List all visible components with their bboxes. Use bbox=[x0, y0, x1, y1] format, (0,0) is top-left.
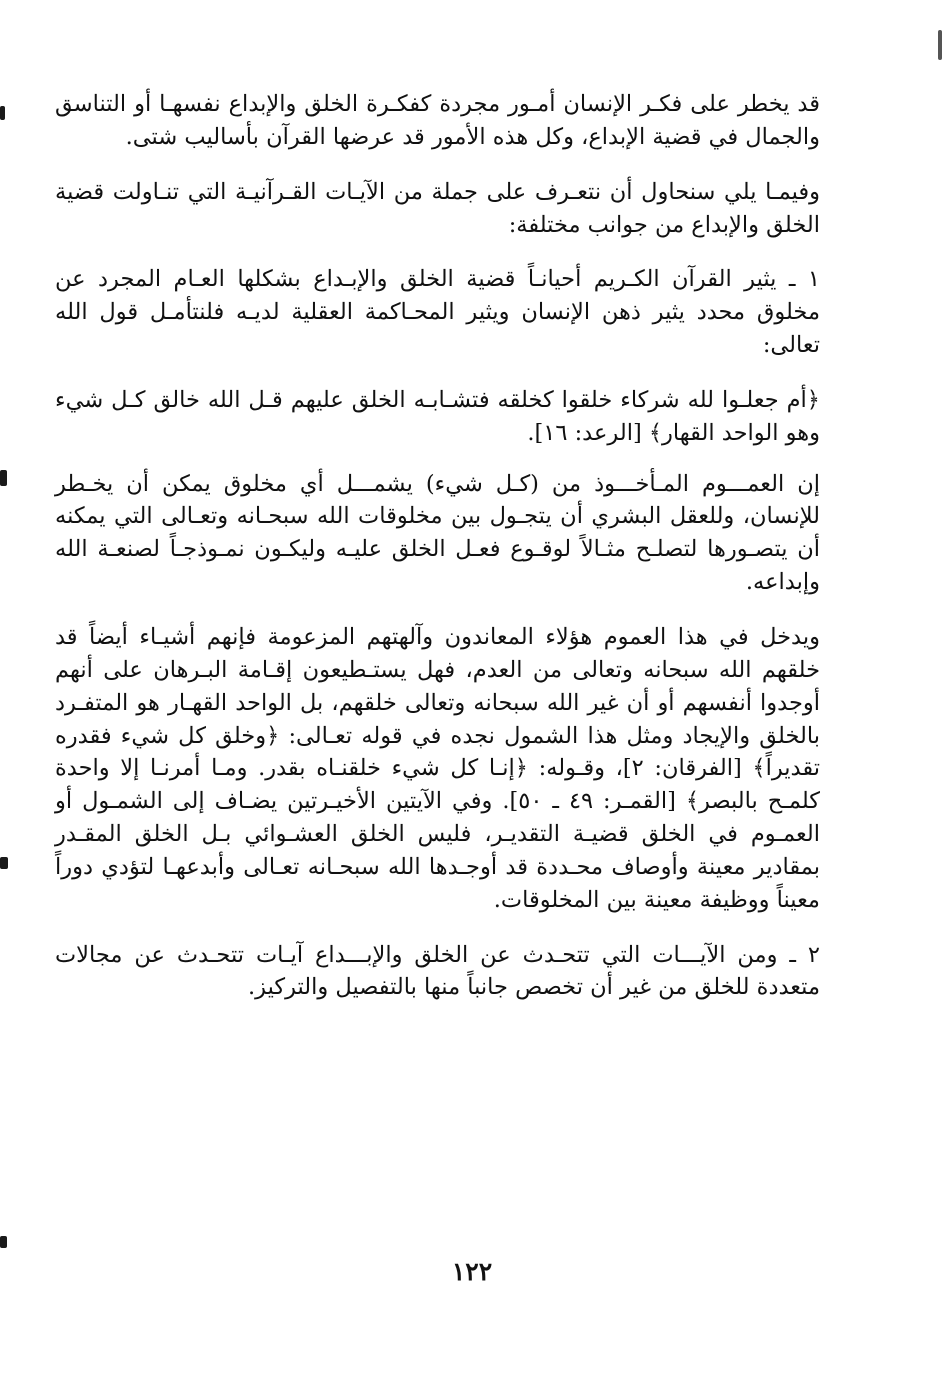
page-body bbox=[55, 88, 820, 1026]
page-number: ١٢٢ bbox=[451, 1257, 493, 1286]
paragraph-point-1: ١ ـ يثير القرآن الكـريم أحيانـاً قضية الخلق والإبـداع بشكلها العـام المجرد عن مخلوق محدد يثير ذهن الإنسان ويثير المحـاكمة العقلية لديـه فلنتأمـل قول الله تعالى: bbox=[55, 266, 820, 359]
scan-mark-left-bottom bbox=[0, 1236, 7, 1248]
scan-mark-left-upper bbox=[0, 470, 7, 486]
paragraph-verse-raad: ﴿أم جعلـوا لله شركاء خلقوا كخلقه فتشـابـه الخلق عليهم قـل الله خالق كـل شيء وهو الواحد القهار﴾ [الرعد: ١٦]. bbox=[55, 386, 820, 446]
paragraph-point-2: ٢ ـ ومن الآيـــات التي تتحـدث عن الخلق والإبـــداع آيـات تتحـدث عن مجالات متعددة للخلق من غير أن تخصص جانباً منها بالتفصيل والتركيز. bbox=[55, 941, 820, 1001]
scan-mark-left-lower bbox=[0, 857, 8, 869]
paragraph-opponents: ويدخل في هذا العموم هؤلاء المعاندون وآلهتهم المزعومة فإنهم أشيـاء أيضاً قد خلقهم الله سبحانه وتعالى من العدم، فهل يستـطيعون إقـامة البـرهان على أنهم أوجدوا أنفسهم أو أن غير الله سبحانه وتعالى خلقهم، بل الواحد القهـار هو المتفـرد بالخلق والإيجاد ومثل هذا الشمول نجده في قوله تعـالى: ﴿وخلق كل شيء فقدره تقديراً﴾ [الفرقان: ٢]، وقـوله: ﴿إنـا كل شيء خلقنـاه بقدر. ومـا أمرنـا إلا واحدة كلمـح بالبصر﴾ [القمـر: ٤٩ ـ ٥٠]. وفي الآيتين الأخيـرتين يضـاف إلى الشمـول أو العمـوم في الخلق قضيـة التقديـر، فليس الخلق العشـوائي بـل الخلق المقـدر بمقادير معينة وأوصاف محـددة قد أوجـدها الله سبحـانه تعـالى وأبدعهـا لتؤدي دوراً معيناً ووظيفة معينة بين المخلوقات. bbox=[55, 623, 820, 913]
paragraph-approach: وفيمـا يلي سنحاول أن نتعـرف على جملة من الآيـات القـرآنيـة التي تنـاولت قضية الخلق والإبداع من جوانب مختلفة: bbox=[55, 178, 820, 238]
scan-mark-right-top bbox=[938, 30, 942, 60]
scan-mark-left-top bbox=[0, 106, 5, 120]
paragraph-generality: إن العمـــوم المـأخـــوذ من (كـل شيء) يشمـــل أي مخلوق يمكن أن يخـطر للإنسان، وللعقل البشري أن يتجـول بين مخلوقات الله سبحـانه وتعـالى التي يمكنه أن يتصـورها لتصلـح مثـالاً لوقـوع فعـل الخلق عليـه وليكـون نمـوذجـاً لصنعـة الله وإبداعه. bbox=[55, 470, 820, 596]
paragraph-intro: قد يخطر على فكـر الإنسان أمـور مجردة كفكـرة الخلق والإبداع نفسهـا أو التناسق والجمال في قضية الإبداع، وكل هذه الأمور قد عرضها القرآن بأساليب شتى. bbox=[55, 91, 820, 150]
